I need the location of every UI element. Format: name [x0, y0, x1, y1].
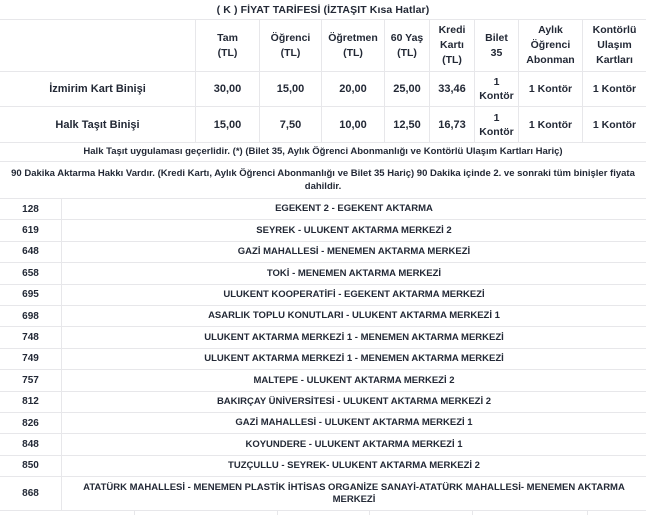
line-number: 850	[0, 456, 62, 476]
divider	[277, 511, 278, 515]
fare-col-header-aylik-abonman: Aylık Öğrenci Abonman	[519, 20, 583, 71]
line-route: TUZÇULLU - SEYREK- ULUKENT AKTARMA MERKEZİ 2	[228, 460, 480, 472]
divider	[472, 511, 473, 515]
line-row	[0, 327, 646, 348]
line-row	[0, 306, 646, 327]
line-number: 868	[0, 477, 62, 510]
fare-col-header-tam: Tam (TL)	[196, 20, 260, 71]
line-route: GAZİ MAHALLESİ - ULUKENT AKTARMA MERKEZİ 1	[235, 417, 473, 429]
line-number: 128	[0, 199, 62, 219]
line-route: MALTEPE - ULUKENT AKTARMA MERKEZİ 2	[253, 374, 455, 386]
fare-value-cell: 25,00	[385, 72, 430, 106]
line-row	[0, 242, 646, 263]
line-row	[0, 220, 646, 241]
fare-value-cell: 30,00	[196, 72, 260, 106]
fare-col-header-60yas: 60 Yaş (TL)	[385, 20, 430, 71]
line-row	[0, 370, 646, 391]
line-row	[0, 413, 646, 434]
line-route: ULUKENT AKTARMA MERKEZİ 1 - MENEMEN AKTARMA MERKEZİ	[204, 331, 504, 343]
next-table-sliver	[0, 511, 646, 515]
line-route: GAZİ MAHALLESİ - MENEMEN AKTARMA MERKEZİ	[237, 246, 471, 258]
fare-col-header-ogretmen: Öğretmen (TL)	[322, 20, 385, 71]
fare-row-izmirim-kart	[0, 72, 646, 107]
line-route: ULUKENT KOOPERATİFİ - EGEKENT AKTARMA MERKEZİ	[223, 289, 485, 300]
fare-value-cell: 1 Kontör	[592, 83, 637, 95]
note-row-90-dakika	[0, 162, 646, 199]
table-title-row	[0, 0, 646, 20]
line-row	[0, 456, 646, 477]
line-row	[0, 392, 646, 413]
line-row	[0, 434, 646, 455]
fare-col-header-kontorlu: Kontörlü Ulaşım Kartları	[592, 24, 637, 66]
page-title: ( K ) FİYAT TARİFESİ (İZTAŞIT Kısa Hatlar)	[216, 3, 430, 16]
line-row	[0, 477, 646, 511]
fare-col-header-kredi-karti: Kredi Kartı (TL)	[430, 20, 475, 71]
fare-value-cell: 15,00	[196, 107, 260, 142]
line-number: 812	[0, 392, 62, 412]
line-row	[0, 199, 646, 220]
line-number: 648	[0, 242, 62, 262]
fare-col-header-empty	[0, 20, 196, 71]
fare-value-cell: 33,46	[430, 72, 475, 106]
line-number: 695	[0, 285, 62, 305]
fare-row-label: İzmirim Kart Binişi	[0, 72, 196, 106]
line-route: ATATÜRK MAHALLESİ - MENEMEN PLASTİK İHTİSAS ORGANİZE SANAYİ-ATATÜRK MAHALLESİ- MENEMEN AKTARMA MERKEZİ	[83, 482, 625, 505]
line-route: ASARLIK TOPLU KONUTLARI - ULUKENT AKTARMA MERKEZİ 1	[208, 310, 500, 322]
divider	[369, 511, 370, 515]
line-number: 619	[0, 220, 62, 240]
line-number: 698	[0, 306, 62, 326]
line-number: 748	[0, 327, 62, 347]
fare-value-cell: 15,00	[260, 72, 322, 106]
fare-value-cell: 1 Kontör	[519, 72, 583, 106]
fare-value-cell: 16,73	[430, 107, 475, 142]
line-row	[0, 263, 646, 284]
divider	[587, 511, 588, 515]
fare-header-row	[0, 20, 646, 72]
fare-row-halk-tasit	[0, 107, 646, 143]
note-text: Halk Taşıt uygulaması geçerlidir. (*) (Bilet 35, Aylık Öğrenci Abonmanlığı ve Kontörlü Ulaşım Kartları Hariç)	[83, 146, 563, 158]
line-number: 757	[0, 370, 62, 390]
line-route: KOYUNDERE - ULUKENT AKTARMA MERKEZİ 1	[245, 438, 463, 450]
fare-col-header-bilet35: Bilet 35	[475, 20, 519, 71]
line-number: 749	[0, 349, 62, 369]
fare-value-cell: 12,50	[385, 107, 430, 142]
fare-value-cell: 1 Kontör	[519, 107, 583, 142]
line-route: EGEKENT 2 - EGEKENT AKTARMA	[275, 203, 433, 215]
note-text: 90 Dakika Aktarma Hakkı Vardır. (Kredi Kartı, Aylık Öğrenci Abonmanlığı ve Bilet 35 Hariç) 90 Dakika içinde 2. ve sonraki tüm binişler fiyata dahildir.	[11, 167, 635, 192]
line-number: 848	[0, 434, 62, 454]
divider	[134, 511, 135, 515]
line-route: BAKIRÇAY ÜNİVERSİTESİ - ULUKENT AKTARMA MERKEZİ 2	[216, 395, 492, 407]
line-number: 826	[0, 413, 62, 433]
fare-value-cell: 10,00	[322, 107, 385, 142]
fare-row-label: Halk Taşıt Binişi	[0, 107, 196, 142]
fare-value-cell: 1 Kontör	[592, 118, 637, 131]
line-route: SEYREK - ULUKENT AKTARMA MERKEZİ 2	[256, 224, 452, 236]
fare-value-cell: 1 Kontör	[475, 107, 519, 142]
line-row	[0, 285, 646, 306]
fare-value-cell: 1 Kontör	[475, 72, 519, 106]
line-route: TOKİ - MENEMEN AKTARMA MERKEZİ	[266, 267, 442, 279]
fare-value-cell: 7,50	[260, 107, 322, 142]
note-row-halk-tasit	[0, 143, 646, 162]
line-number: 658	[0, 263, 62, 283]
line-route: ULUKENT AKTARMA MERKEZİ 1 - MENEMEN AKTARMA MERKEZİ	[204, 353, 504, 365]
fare-value-cell: 20,00	[322, 72, 385, 106]
line-row	[0, 349, 646, 370]
fare-col-header-ogrenci: Öğrenci (TL)	[260, 20, 322, 71]
